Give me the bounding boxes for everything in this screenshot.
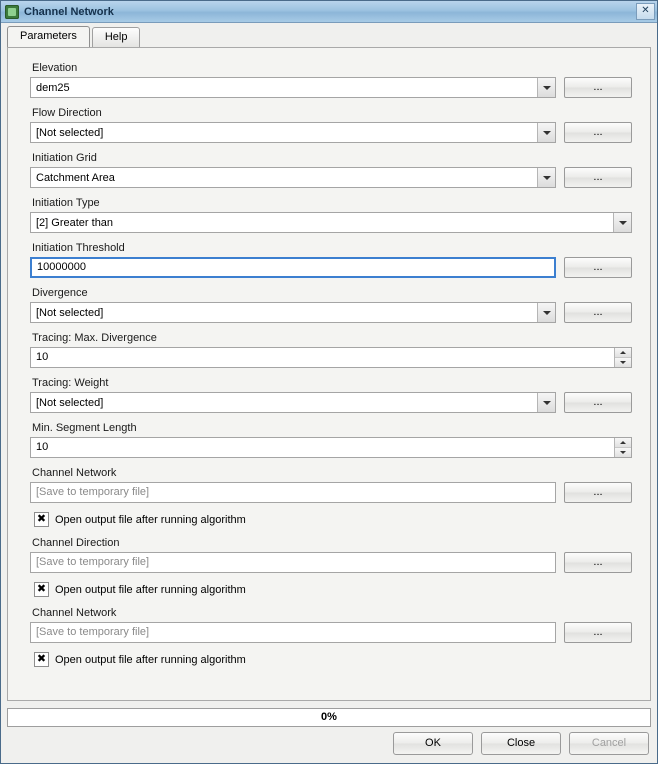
row-flow-direction — [30, 122, 632, 143]
initiation-threshold-input[interactable]: 10000000 — [30, 257, 556, 278]
chevron-down-icon[interactable] — [537, 303, 555, 322]
initiation-type-combo[interactable] — [30, 212, 632, 233]
spinner-up-icon[interactable] — [615, 438, 631, 448]
divergence-combo[interactable] — [30, 302, 556, 323]
chevron-down-icon[interactable] — [537, 393, 555, 412]
title-bar — [1, 1, 657, 23]
initiation-type-value: [2] Greater than — [36, 216, 114, 229]
row-elevation — [30, 77, 632, 98]
row-min-segment-length — [30, 437, 632, 458]
row-channel-network-output — [30, 482, 632, 503]
open-output-checkbox[interactable]: ✖ — [34, 582, 49, 597]
cancel-button: Cancel — [569, 732, 649, 755]
row-open-output-channel-network — [34, 512, 632, 527]
parameters-form — [8, 48, 650, 667]
label-tracing-weight: Tracing: Weight — [32, 377, 109, 389]
tracing-max-divergence-value: 10 — [36, 351, 49, 363]
label-min-segment-length: Min. Segment Length — [32, 422, 137, 434]
elevation-browse-button[interactable]: ... — [564, 77, 632, 98]
spinner-buttons[interactable] — [614, 438, 631, 457]
progress-label: 0% — [321, 711, 337, 723]
row-open-output-channel-direction — [34, 582, 632, 597]
spinner-up-icon[interactable] — [615, 348, 631, 358]
label-channel-network-shapes-output: Channel Network — [32, 607, 117, 619]
row-initiation-grid — [30, 167, 632, 188]
spinner-down-icon[interactable] — [615, 358, 631, 367]
progress-bar — [7, 708, 651, 727]
divergence-value: [Not selected] — [36, 306, 104, 319]
tracing-weight-combo[interactable] — [30, 392, 556, 413]
row-channel-direction-output — [30, 552, 632, 573]
initiation-grid-combo[interactable] — [30, 167, 556, 188]
channel-network-shapes-output-browse-button[interactable]: ... — [564, 622, 632, 643]
tracing-max-divergence-spinner[interactable] — [30, 347, 632, 368]
row-initiation-type — [30, 212, 632, 233]
spinner-down-icon[interactable] — [615, 448, 631, 457]
flow-direction-value: [Not selected] — [36, 126, 104, 139]
tab-strip — [1, 23, 657, 47]
flow-direction-combo[interactable] — [30, 122, 556, 143]
label-divergence: Divergence — [32, 287, 88, 299]
row-divergence — [30, 302, 632, 323]
close-icon[interactable]: ✕ — [636, 3, 655, 20]
elevation-combo[interactable] — [30, 77, 556, 98]
min-segment-length-value: 10 — [36, 441, 49, 453]
initiation-grid-browse-button[interactable]: ... — [564, 167, 632, 188]
label-initiation-grid: Initiation Grid — [32, 152, 97, 164]
row-tracing-max-divergence — [30, 347, 632, 368]
chevron-down-icon[interactable] — [537, 78, 555, 97]
initiation-grid-value: Catchment Area — [36, 171, 115, 184]
channel-direction-output-browse-button[interactable]: ... — [564, 552, 632, 573]
chevron-down-icon[interactable] — [613, 213, 631, 232]
tab-help[interactable]: Help — [92, 27, 141, 47]
tracing-weight-value: [Not selected] — [36, 396, 104, 409]
parameters-panel — [7, 47, 651, 701]
open-output-label: Open output file after running algorithm — [55, 653, 246, 666]
ok-button[interactable]: OK — [393, 732, 473, 755]
dialog-button-bar — [385, 732, 649, 755]
row-channel-network-shapes-output — [30, 622, 632, 643]
app-icon — [5, 5, 19, 19]
open-output-label: Open output file after running algorithm — [55, 513, 246, 526]
label-channel-network-output: Channel Network — [32, 467, 117, 479]
close-button[interactable]: Close — [481, 732, 561, 755]
tracing-weight-browse-button[interactable]: ... — [564, 392, 632, 413]
label-channel-direction-output: Channel Direction — [32, 537, 120, 549]
channel-network-shapes-output-input[interactable]: [Save to temporary file] — [30, 622, 556, 643]
row-initiation-threshold — [30, 257, 632, 278]
tab-parameters[interactable]: Parameters — [7, 26, 90, 47]
spinner-buttons[interactable] — [614, 348, 631, 367]
label-initiation-type: Initiation Type — [32, 197, 100, 209]
open-output-label: Open output file after running algorithm — [55, 583, 246, 596]
open-output-checkbox[interactable]: ✖ — [34, 512, 49, 527]
initiation-threshold-browse-button[interactable]: ... — [564, 257, 632, 278]
divergence-browse-button[interactable]: ... — [564, 302, 632, 323]
elevation-value: dem25 — [36, 81, 70, 94]
label-elevation: Elevation — [32, 62, 78, 74]
label-flow-direction: Flow Direction — [32, 107, 102, 119]
row-open-output-channel-network-shapes — [34, 652, 632, 667]
window-title: Channel Network — [24, 5, 114, 18]
label-tracing-max-divergence: Tracing: Max. Divergence — [32, 332, 157, 344]
channel-network-output-browse-button[interactable]: ... — [564, 482, 632, 503]
label-initiation-threshold: Initiation Threshold — [32, 242, 125, 254]
chevron-down-icon[interactable] — [537, 123, 555, 142]
channel-direction-output-input[interactable]: [Save to temporary file] — [30, 552, 556, 573]
channel-network-output-input[interactable]: [Save to temporary file] — [30, 482, 556, 503]
row-tracing-weight — [30, 392, 632, 413]
min-segment-length-spinner[interactable] — [30, 437, 632, 458]
chevron-down-icon[interactable] — [537, 168, 555, 187]
open-output-checkbox[interactable]: ✖ — [34, 652, 49, 667]
flow-direction-browse-button[interactable]: ... — [564, 122, 632, 143]
